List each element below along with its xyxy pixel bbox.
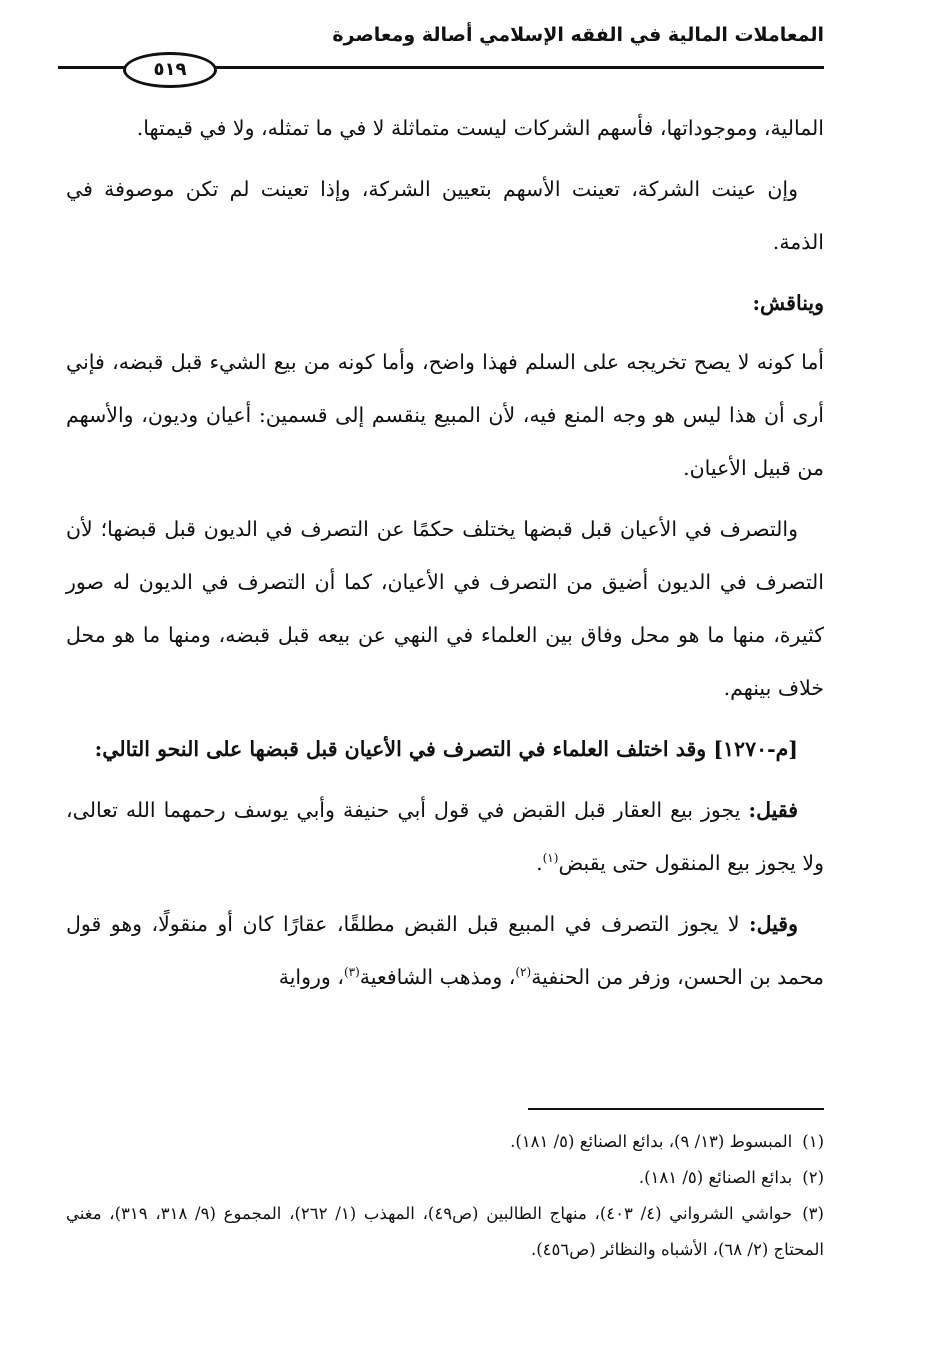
page-number: ٥١٩ [123, 52, 217, 88]
footnote-separator [528, 1108, 824, 1110]
footnote-3 [66, 1196, 824, 1268]
opinion-end-1: . [536, 851, 543, 875]
paragraph-4: والتصرف في الأعيان قبل قبضها يختلف حكمًا عن التصرف في الديون قبل قبضها؛ لأن التصرف في الديون أضيق من التصرف في الأعيان، كما أن التصرف في الديون له صور كثيرة، منها ما هو محل وفاق بين العلماء في النهي عن بيعه قبل قبضه، ومنها ما هو محل خلاف بينهم. [66, 517, 824, 700]
footnote-ref-2: (٢) [515, 965, 532, 980]
paragraph-5: [م-١٢٧٠] وقد اختلف العلماء في التصرف في الأعيان قبل قبضها على النحو التالي: [94, 737, 798, 761]
footnote-number: (١) [802, 1132, 824, 1151]
opinion-label-2: وقيل: [749, 912, 798, 936]
body-text [66, 102, 824, 1012]
opinion-text-2b: ، ومذهب الشافعية [359, 965, 516, 989]
paragraph-1: المالية، وموجوداتها، فأسهم الشركات ليست متماثلة لا في ما تمثله، ولا في قيمتها. [136, 116, 824, 140]
section-heading: ويناقش: [752, 291, 824, 315]
footnote-text: المبسوط (١٣/ ٩)، بدائع الصنائع (٥/ ١٨١). [510, 1132, 793, 1151]
running-title: المعاملات المالية في الفقه الإسلامي أصالة ومعاصرة [332, 24, 824, 46]
opinion-text-2a: لا يجوز التصرف في المبيع قبل القبض مطلقًا، عقارًا كان أو منقولًا، وهو قول محمد بن الحسن، وزفر من الحنفية [66, 912, 824, 989]
footnotes [66, 1124, 824, 1268]
footnote-text: بدائع الصنائع (٥/ ١٨١). [638, 1168, 793, 1187]
footnote-ref-3: (٣) [343, 965, 360, 980]
opinion-text-2c: ، ورواية [278, 965, 344, 989]
footnote-text: حواشي الشرواني (٤/ ٤٠٣)، منهاج الطالبين (ص٤٩)، المهذب (١/ ٢٦٢)، المجموع (٩/ ٣١٨، ٣١٩)، مغني المحتاج (٢/ ٦٨)، الأشباه والنظائر (ص٤٥٦). [66, 1204, 824, 1259]
opinion-label-1: فقيل: [748, 798, 798, 822]
footnote-number: (٢) [802, 1168, 824, 1187]
footnote-number: (٣) [802, 1204, 824, 1223]
page-header [58, 14, 824, 80]
paragraph-6 [66, 784, 824, 890]
paragraph-3: أما كونه لا يصح تخريجه على السلم فهذا واضح، وأما كونه من بيع الشيء قبل قبضه، فإني أرى أن هذا ليس هو وجه المنع فيه، لأن المبيع ينقسم إلى قسمين: أعيان وديون، والأسهم من قبيل الأعيان. [66, 350, 824, 480]
footnote-1 [66, 1124, 824, 1160]
opinion-text-1: يجوز بيع العقار قبل القبض في قول أبي حنيفة وأبي يوسف رحمهما الله تعالى، ولا يجوز بيع المنقول حتى يقبض [66, 798, 824, 875]
footnote-ref-1: (١) [542, 851, 559, 866]
footnote-2 [66, 1160, 824, 1196]
paragraph-2: وإن عينت الشركة، تعينت الأسهم بتعيين الشركة، وإذا تعينت لم تكن موصوفة في الذمة. [66, 177, 824, 254]
paragraph-7 [66, 898, 824, 1004]
